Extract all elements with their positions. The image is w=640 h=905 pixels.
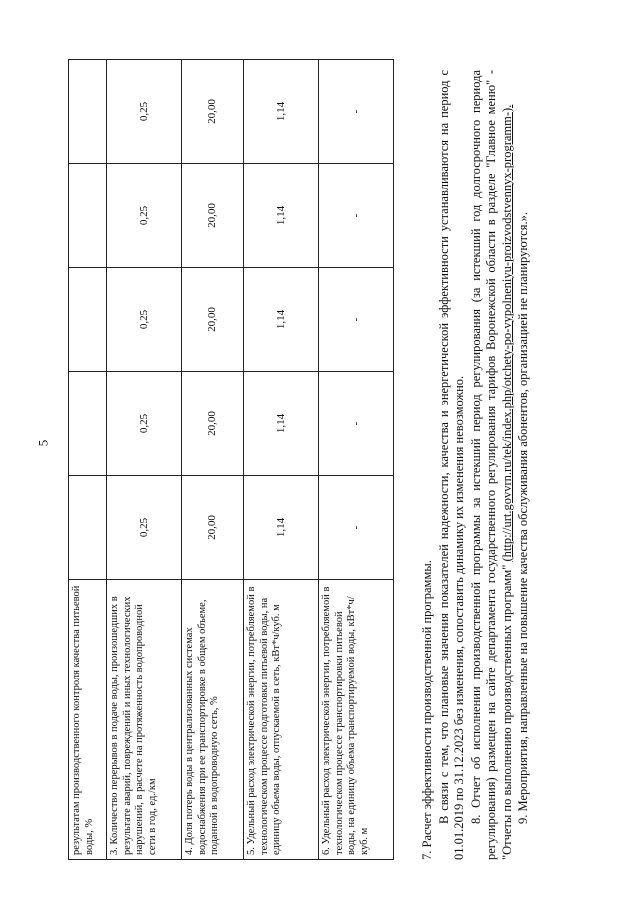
rotated-content <box>50 60 640 860</box>
indicator-cell: 6. Удельный расход электрической энергии, потребляемой в технологическом процессе транспортировки питьевой воды, на единицу объема транспортируемой воды, кВт*ч/куб. м <box>319 580 394 860</box>
value-cell <box>69 60 107 164</box>
value-cell: 1,14 <box>244 372 319 476</box>
indicator-cell: результатам производственного контроля качества питьевой воды, % <box>69 580 107 860</box>
indicators-table <box>68 59 394 860</box>
value-cell: 1,14 <box>244 268 319 372</box>
section-7-paragraph: В связи с тем, что плановые значения показателей надежности, качества и энергетической эффективности устанавливаются на период с 01.01.2019 по 31.12.2023 без изменения, сопоставить динамику их изменения невозможно. <box>436 70 466 860</box>
value-cell <box>69 164 107 268</box>
value-cell: 20,00 <box>182 164 244 268</box>
value-cell: - <box>319 372 394 476</box>
value-cell: 20,00 <box>182 60 244 164</box>
table-row <box>244 60 319 860</box>
value-cell: 0,25 <box>107 268 182 372</box>
value-cell: 0,25 <box>107 60 182 164</box>
indicator-cell: 5. Удельный расход электрической энергии, потребляемой в технологическом процессе подготовки питьевой воды, на единицу объема воды, отпускаемой в сеть, кВт*ч/куб. м <box>244 580 319 860</box>
value-cell: 1,14 <box>244 60 319 164</box>
value-cell: 20,00 <box>182 372 244 476</box>
value-cell: - <box>319 476 394 580</box>
value-cell: 0,25 <box>107 372 182 476</box>
table-row <box>319 60 394 860</box>
value-cell: - <box>319 164 394 268</box>
value-cell: 0,25 <box>107 476 182 580</box>
value-cell: 1,14 <box>244 164 319 268</box>
value-cell <box>69 372 107 476</box>
table-row <box>69 60 107 860</box>
table-row <box>182 60 244 860</box>
value-cell: - <box>319 60 394 164</box>
indicator-cell: 3. Количество перерывов в подаче воды, произошедших в результате аварий, повреждений и иных технологических нарушений, в расчете на протяженность водопроводной сети в год, ед./км <box>107 580 182 860</box>
value-cell <box>69 476 107 580</box>
table-row <box>107 60 182 860</box>
indicator-cell: 4. Доля потерь воды в централизованных системах водоснабжения при ее транспортировке в общем объеме, поданной в водопроводную сеть, % <box>182 580 244 860</box>
value-cell: 0,25 <box>107 164 182 268</box>
page-number: 5 <box>35 439 51 447</box>
section-7-title: 7. Расчет эффективности производственной программы. <box>420 560 434 860</box>
value-cell: - <box>319 268 394 372</box>
value-cell: 20,00 <box>182 476 244 580</box>
section-9-paragraph: 9. Мероприятия, направленные на повышение качества обслуживания абонентов, организацией не планируются.». <box>516 212 530 824</box>
value-cell: 1,14 <box>244 476 319 580</box>
section-8-paragraph <box>469 70 516 860</box>
programs-report-link[interactable]: (http://urt.govvrn.ru/tek/index.php/otchety-po-vypolneniyu-proizvodstvennyx-programm-). <box>499 104 514 562</box>
section-8-text: 8. Отчет об исполнении производственной программы за истекший период регулирования (за истекший год долгосрочного периода регулирования) размещен на сайте департамента государственного регулирования тарифов Воронежской области в разделе "Главное меню" - "Отчеты по выполнению производственных программ" <box>468 70 514 860</box>
body-text <box>420 70 533 860</box>
value-cell <box>69 268 107 372</box>
value-cell: 20,00 <box>182 268 244 372</box>
